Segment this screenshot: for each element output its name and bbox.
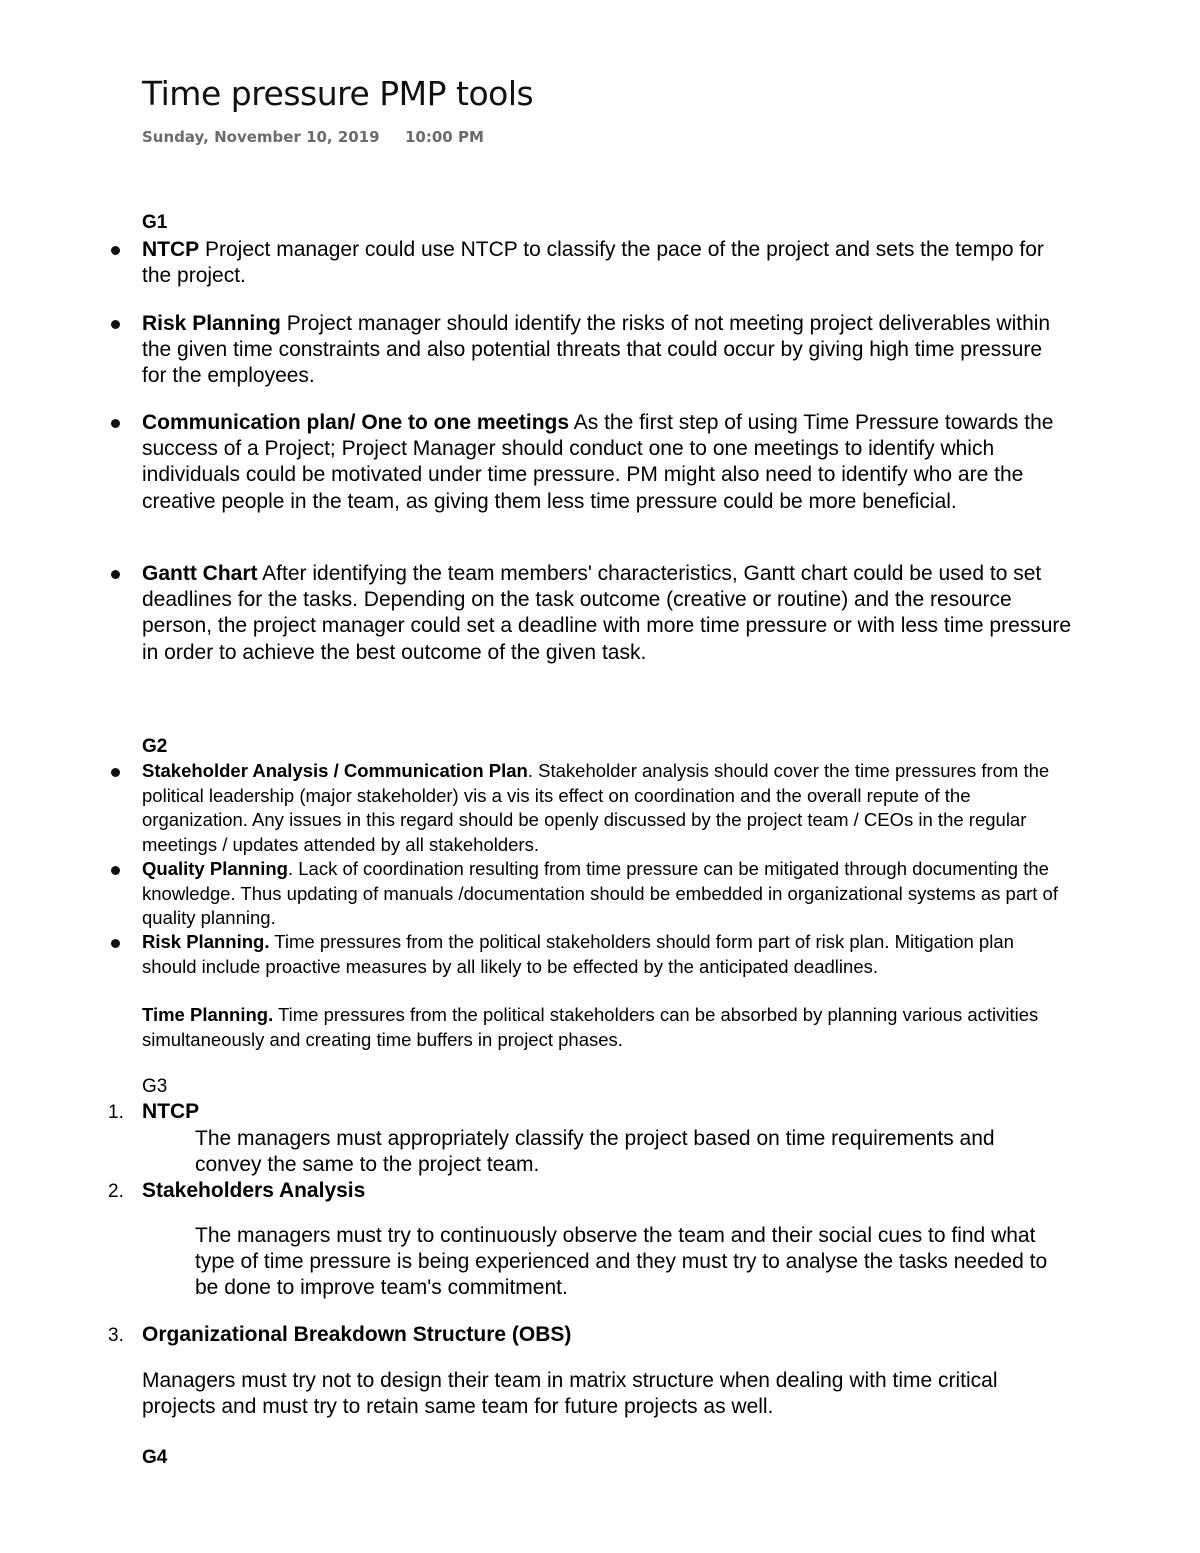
- numbered-item-term: NTCP: [142, 1100, 200, 1123]
- item-text: Time pressures from the political stakeholders should form part of risk plan. Mitigation plan should include proactive measures by all likely to be effected by the anticipated deadlines.: [142, 931, 1014, 977]
- list-item: [142, 237, 1072, 289]
- list-item: [142, 759, 1072, 857]
- item-term: Quality Planning: [142, 858, 288, 879]
- bullet-icon: [111, 866, 120, 875]
- item-text: Project manager should identify the risks of not meeting project deliverables within the given time constraints and also potential threats that could occur by giving high time pressure for the employees.: [142, 312, 1051, 388]
- item-term: NTCP: [142, 238, 200, 261]
- item-text: Project manager could use NTCP to classify the pace of the project and sets the tempo for the project.: [142, 238, 1044, 288]
- page-title: Time pressure PMP tools: [142, 74, 534, 113]
- section-heading-g4: G4: [142, 1447, 168, 1468]
- bullet-icon: [111, 768, 120, 777]
- list-item: [142, 857, 1072, 931]
- numbered-item-text: Managers must try not to design their team in matrix structure when dealing with time critical projects and must try to retain same team for future projects as well.: [142, 1369, 998, 1419]
- list-item: [142, 930, 1072, 979]
- item-number: 1.: [108, 1102, 124, 1123]
- item-term: Gantt Chart: [142, 562, 258, 585]
- item-number: 3.: [108, 1325, 124, 1346]
- list-item: [142, 561, 1072, 666]
- item-term: Stakeholder Analysis / Communication Plan: [142, 760, 528, 781]
- list-item: [142, 410, 1072, 515]
- page-time: 10:00 PM: [405, 128, 484, 146]
- item-text: After identifying the team members' characteristics, Gantt chart could be used to set deadlines for the tasks. Depending on the task outcome (creative or routine) and the resource person, the project manager could set a deadline with more time pressure or with less time pressure in order to achieve the best outcome of the given task.: [142, 562, 1072, 664]
- item-number: 2.: [108, 1181, 124, 1202]
- section-heading-g3: G3: [142, 1076, 168, 1097]
- page-date: Sunday, November 10, 2019: [142, 128, 380, 146]
- bullet-icon: [111, 570, 120, 579]
- list-item: [142, 311, 1072, 390]
- item-term: Risk Planning: [142, 312, 281, 335]
- section-heading-g1: G1: [142, 212, 168, 233]
- numbered-item-text: The managers must try to continuously observe the team and their social cues to find what type of time pressure is being experienced and they must try to analyse the tasks needed to be done to improve team's commitment.: [195, 1224, 1048, 1300]
- list-item-continuation: [142, 1003, 1072, 1052]
- bullet-icon: [111, 419, 120, 428]
- item-term: Communication plan/ One to one meetings: [142, 411, 570, 434]
- item-text: Time pressures from the political stakeholders can be absorbed by planning various activities simultaneously and creating time buffers in project phases.: [142, 1004, 1039, 1050]
- numbered-item-term: Stakeholders Analysis: [142, 1179, 366, 1202]
- numbered-item-text: The managers must appropriately classify the project based on time requirements and convey the same to the project team.: [195, 1127, 995, 1177]
- item-text: . Stakeholder analysis should cover the time pressures from the political leadership (major stakeholder) vis a vis its effect on coordination and the overall repute of the organization. Any issues in this regard should be openly discussed by the project team / CEOs in the regular meetings / updates attended by all stakeholders.: [142, 760, 1050, 855]
- bullet-icon: [111, 320, 120, 329]
- bullet-icon: [111, 939, 120, 948]
- item-term: Time Planning.: [142, 1004, 274, 1025]
- item-text: As the first step of using Time Pressure towards the success of a Project; Project Manager should conduct one to one meetings to identify which individuals could be motivated under time pressure. PM might also need to identify who are the creative people in the team, as giving them less time pressure could be more beneficial.: [142, 411, 1054, 513]
- item-term: Risk Planning.: [142, 931, 270, 952]
- bullet-icon: [111, 246, 120, 255]
- numbered-item-term: Organizational Breakdown Structure (OBS): [142, 1323, 572, 1346]
- item-text: . Lack of coordination resulting from time pressure can be mitigated through documenting the knowledge. Thus updating of manuals /documentation should be embedded in organizational systems as part of quality planning.: [142, 858, 1058, 928]
- section-heading-g2: G2: [142, 736, 168, 757]
